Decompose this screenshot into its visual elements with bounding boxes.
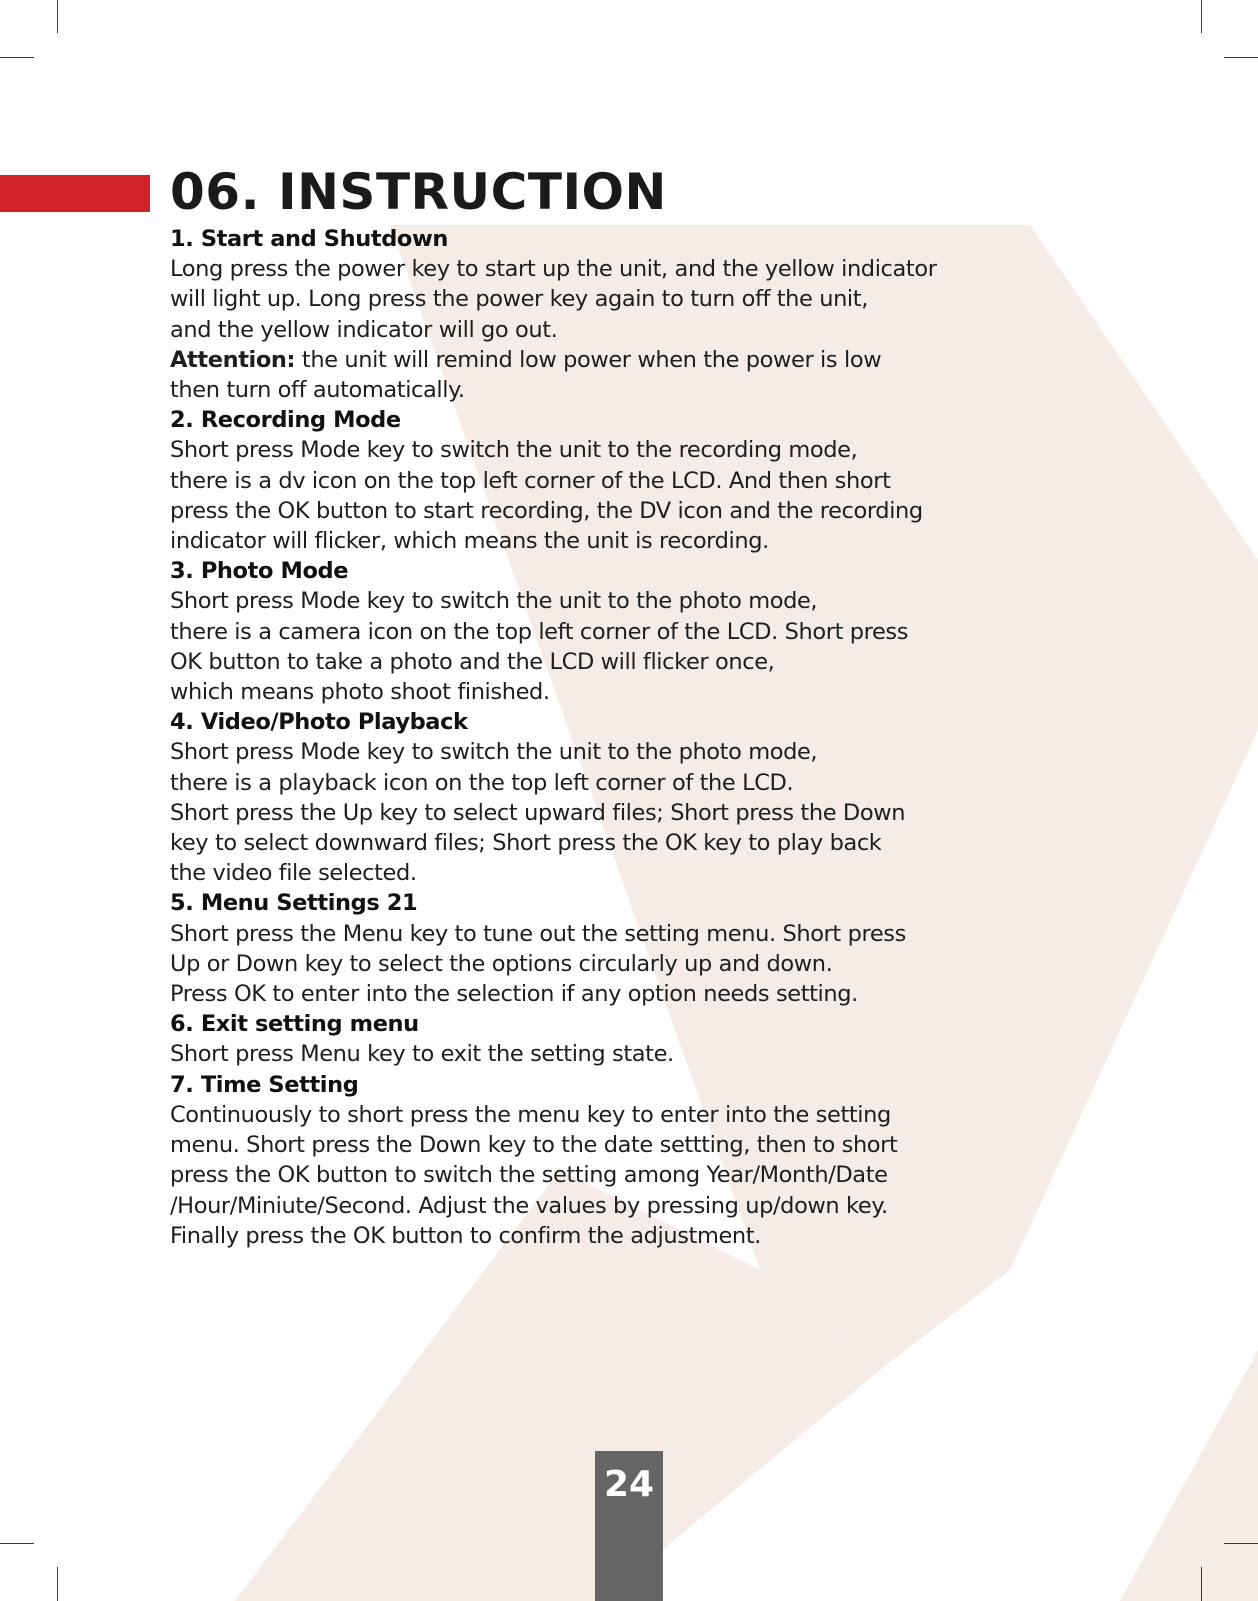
background-corner-shape xyxy=(1120,1350,1258,1601)
section-menu-settings xyxy=(170,888,1210,1009)
section-heading: 5. Menu Settings 21 xyxy=(170,890,418,917)
body-line: indicator will flicker, which means the unit is recording. xyxy=(170,528,769,555)
body-line: Press OK to enter into the selection if any option needs setting. xyxy=(170,981,858,1008)
body-line: Short press Mode key to switch the unit to the recording mode, xyxy=(170,437,858,464)
crop-mark-bottom-right-vertical xyxy=(1201,1567,1202,1601)
section-heading: 1. Start and Shutdown xyxy=(170,226,448,252)
body-line: then turn off automatically. xyxy=(170,377,465,404)
crop-mark-top-right-horizontal xyxy=(1224,57,1258,58)
page-number: 24 xyxy=(603,1464,655,1505)
body-line: Short press Mode key to switch the unit to the photo mode, xyxy=(170,739,818,766)
body-line: Short press Mode key to switch the unit to the photo mode, xyxy=(170,588,818,615)
body-line: Short press the Up key to select upward files; Short press the Down xyxy=(170,799,906,826)
section-heading: 3. Photo Mode xyxy=(170,558,349,585)
section-start-and-shutdown xyxy=(170,224,1210,405)
body-line: press the OK button to start recording, the DV icon and the recording xyxy=(170,497,923,524)
instruction-content xyxy=(170,224,1210,1251)
section-heading: 4. Video/Photo Playback xyxy=(170,709,468,736)
body-line: press the OK button to switch the setting among Year/Month/Date xyxy=(170,1162,888,1189)
body-line: there is a dv icon on the top left corner of the LCD. And then short xyxy=(170,467,891,494)
body-line: the video file selected. xyxy=(170,860,417,887)
body-line: will light up. Long press the power key again to turn off the unit, xyxy=(170,286,868,313)
crop-mark-top-left-horizontal xyxy=(0,57,34,58)
title-accent-bar xyxy=(0,175,150,212)
body-line: Long press the power key to start up the unit, and the yellow indicator xyxy=(170,256,937,283)
body-line: Short press Menu key to exit the setting state. xyxy=(170,1041,674,1068)
page-title: 06. INSTRUCTION xyxy=(170,163,667,221)
body-line: Up or Down key to select the options circularly up and down. xyxy=(170,950,833,977)
section-time-setting xyxy=(170,1070,1210,1251)
body-line: menu. Short press the Down key to the date settting, then to short xyxy=(170,1132,898,1159)
body-line: there is a camera icon on the top left corner of the LCD. Short press xyxy=(170,618,909,645)
crop-mark-bottom-left-vertical xyxy=(57,1567,58,1601)
body-line: key to select downward files; Short press the OK key to play back xyxy=(170,830,882,857)
crop-mark-top-right-vertical xyxy=(1201,0,1202,33)
section-heading: 6. Exit setting menu xyxy=(170,1011,419,1038)
body-line: Short press the Menu key to tune out the setting menu. Short press xyxy=(170,920,906,947)
body-line: /Hour/Miniute/Second. Adjust the values by pressing up/down key. xyxy=(170,1192,888,1219)
body-line: OK button to take a photo and the LCD will flicker once, xyxy=(170,648,775,675)
attention-text: the unit will remind low power when the power is low xyxy=(295,346,882,373)
body-line: and the yellow indicator will go out. xyxy=(170,316,558,343)
body-line: there is a playback icon on the top left corner of the LCD. xyxy=(170,769,794,796)
body-line: Finally press the OK button to confirm the adjustment. xyxy=(170,1222,761,1249)
section-exit-setting-menu xyxy=(170,1009,1210,1069)
attention-label: Attention: xyxy=(170,346,296,373)
section-heading: 7. Time Setting xyxy=(170,1071,359,1098)
crop-mark-bottom-left-horizontal xyxy=(0,1543,34,1544)
crop-mark-bottom-right-horizontal xyxy=(1224,1543,1258,1544)
body-line: Continuously to short press the menu key to enter into the setting xyxy=(170,1101,891,1128)
section-photo-mode xyxy=(170,556,1210,707)
section-heading: 2. Recording Mode xyxy=(170,407,401,434)
section-recording-mode xyxy=(170,405,1210,556)
section-video-photo-playback xyxy=(170,707,1210,888)
body-line: which means photo shoot finished. xyxy=(170,679,550,706)
page-number-tab xyxy=(595,1451,663,1601)
attention-line xyxy=(170,345,1210,375)
crop-mark-top-left-vertical xyxy=(57,0,58,33)
